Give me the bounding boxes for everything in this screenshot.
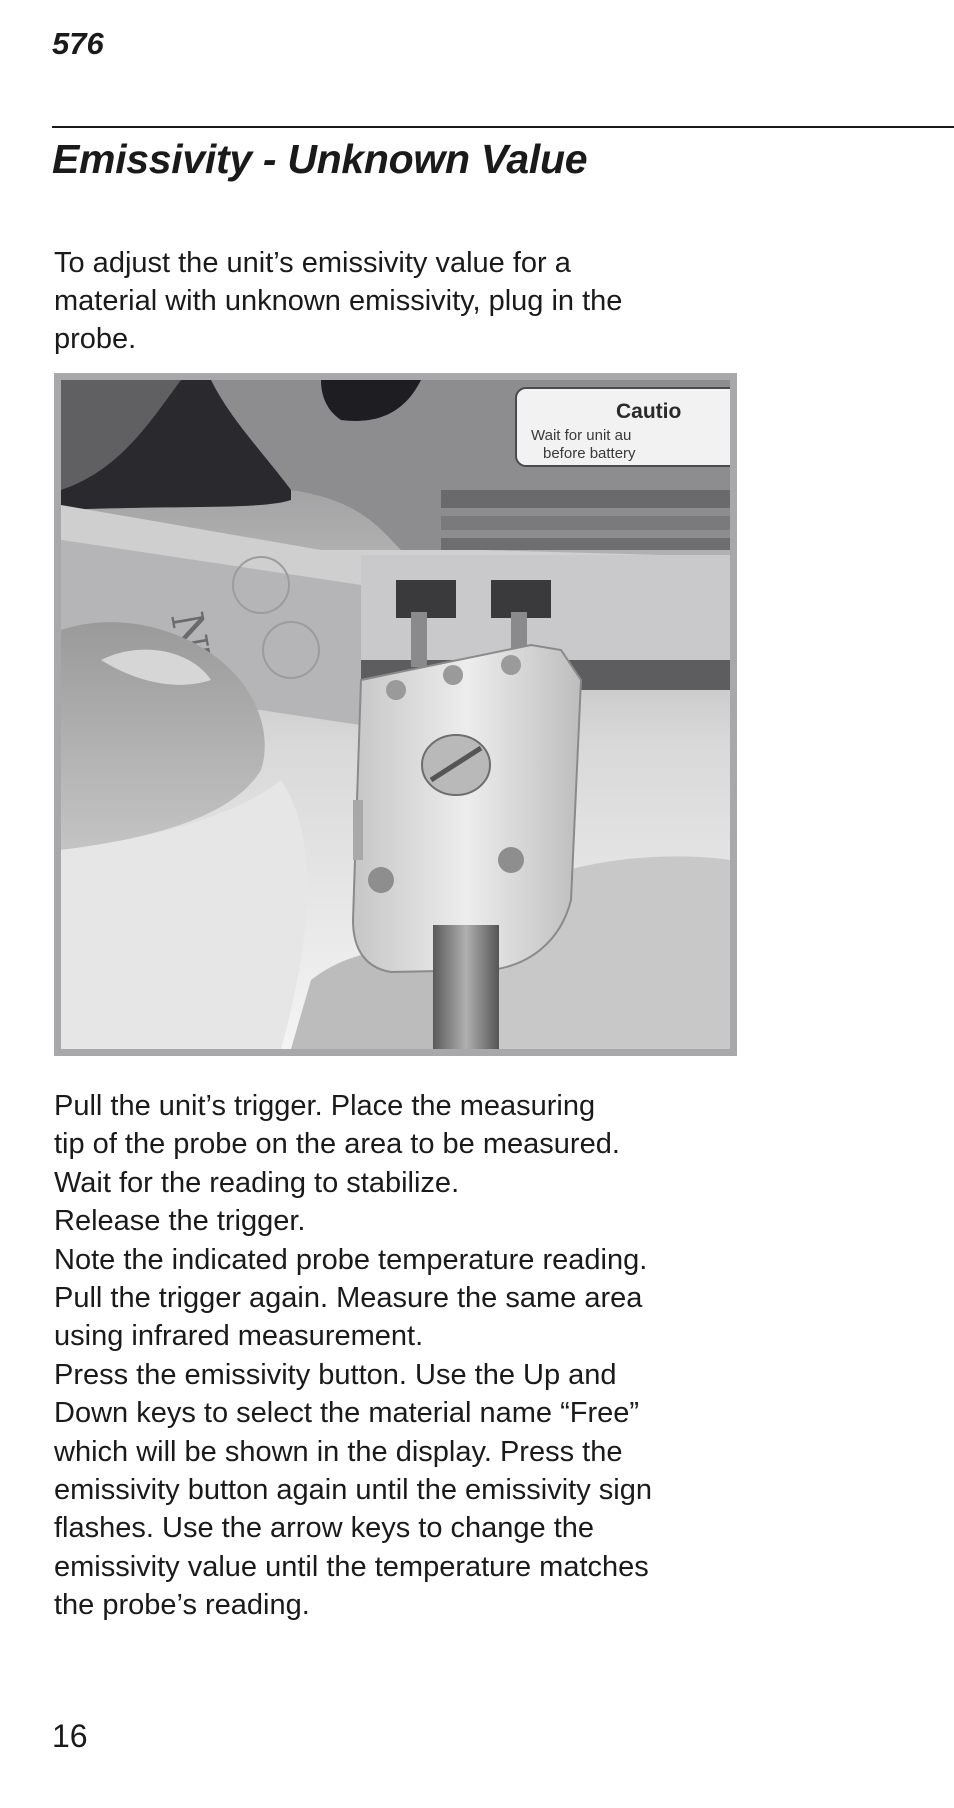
- probe-plug: [353, 645, 581, 972]
- instruction-line: Wait for the reading to stabilize.: [54, 1166, 460, 1199]
- caution-line-1: Wait for unit au: [531, 427, 632, 444]
- instruction-line: Pull the trigger again. Measure the same area: [54, 1282, 643, 1315]
- instruction-line: Note the indicated probe temperature reading.: [54, 1243, 648, 1276]
- instruction-line: emissivity value until the temperature matches: [54, 1550, 649, 1583]
- section-title: Emissivity - Unknown Value: [52, 136, 588, 182]
- intro-line: material with unknown emissivity, plug in the: [54, 285, 623, 317]
- page-number: 16: [52, 1718, 88, 1754]
- instruction-line: Press the emissivity button. Use the Up and: [54, 1358, 617, 1391]
- instruction-line: Release the trigger.: [54, 1205, 306, 1238]
- instruction-line: emissivity button again until the emissivity sign: [54, 1474, 652, 1507]
- caution-line-2: before battery: [543, 445, 636, 462]
- probe-cable: [433, 925, 499, 1049]
- instruction-line: which will be shown in the display. Press the: [54, 1435, 623, 1468]
- instruction-line: flashes. Use the arrow keys to change the: [54, 1512, 595, 1545]
- header-rule: [52, 126, 954, 128]
- instruction-line: using infrared measurement.: [54, 1320, 424, 1353]
- instruction-line: Down keys to select the material name “Free”: [54, 1397, 640, 1430]
- intro-line: To adjust the unit’s emissivity value for a: [54, 247, 571, 279]
- model-number: 576: [52, 26, 104, 61]
- intro-paragraph: [54, 244, 754, 358]
- probe-plug-photo: [54, 373, 737, 1056]
- caution-heading: Cautio: [616, 400, 682, 423]
- photo-illustration: [61, 380, 730, 1049]
- instruction-line: the probe’s reading.: [54, 1589, 310, 1622]
- instruction-line: Pull the unit’s trigger. Place the measuring: [54, 1090, 596, 1122]
- intro-line: probe.: [54, 323, 137, 355]
- instructions-text: [54, 1087, 774, 1625]
- instruction-line: tip of the probe on the area to be measured.: [54, 1128, 620, 1161]
- caution-label: [516, 388, 730, 466]
